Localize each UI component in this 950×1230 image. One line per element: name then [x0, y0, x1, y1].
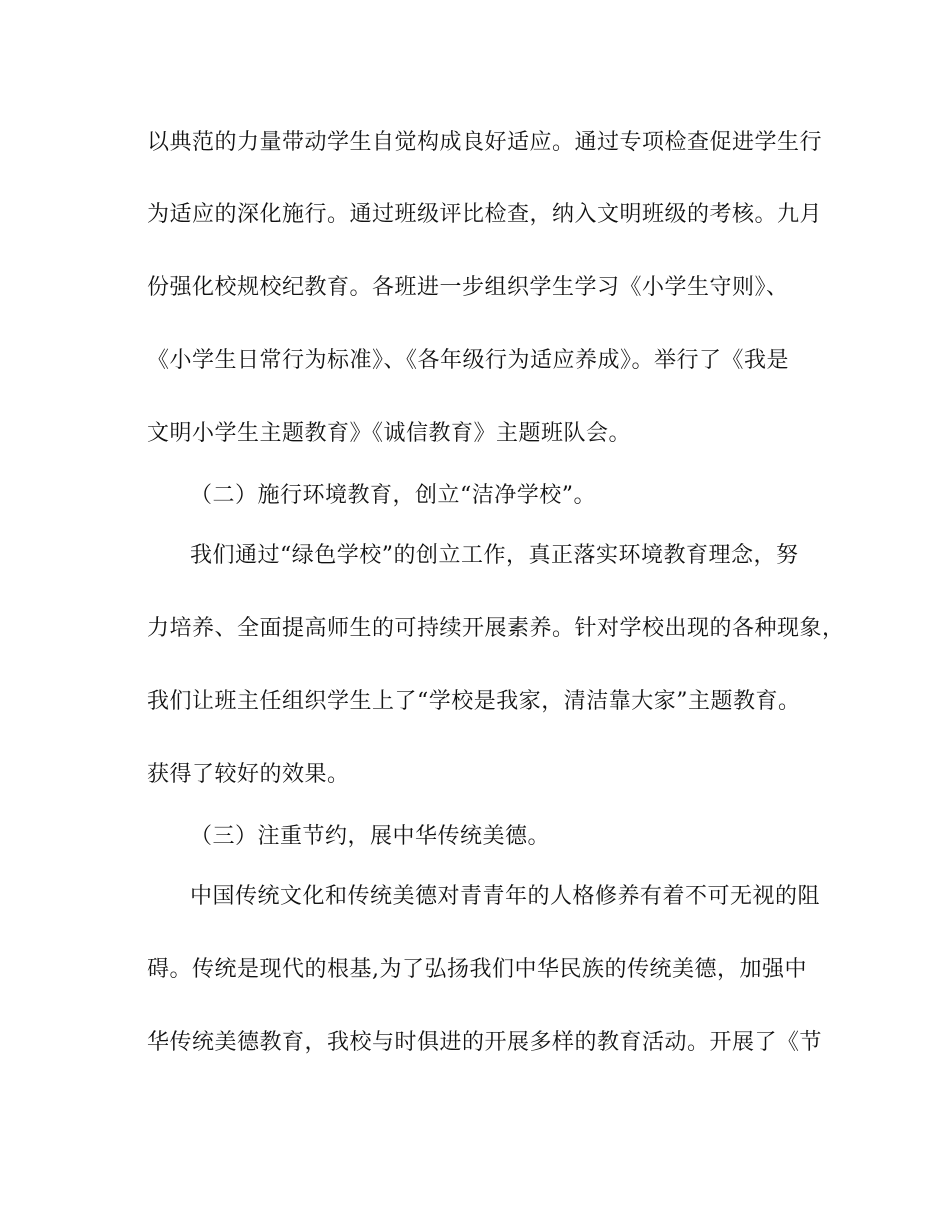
text-line-4: 《小学生日常行为标准》、《各年级行为适应养成》。举行了《我是: [147, 348, 790, 373]
text-line-14: 华传统美德教育，我校与时俱进的开展多样的教育活动。开展了《节: [147, 1030, 823, 1055]
text-line-8: 力培养、全面提高师生的可持续开展素养。针对学校出现的各种现象，: [147, 616, 845, 641]
text-line-5: 文明小学生主题教育》《诚信教育》主题班队会。: [147, 421, 632, 446]
text-line-12: 中国传统文化和传统美德对青青年的人格修养有着不可无视的阻: [190, 884, 821, 909]
text-line-13: 碍。传统是现代的根基,为了弘扬我们中华民族的传统美德，加强中: [147, 957, 807, 982]
section-heading-3: （三）注重节约，展中华传统美德。: [190, 824, 551, 849]
section-heading-2: （二）施行环境教育，创立“洁净学校”。: [190, 483, 596, 508]
text-line-10: 获得了较好的效果。: [147, 762, 350, 787]
text-line-3: 份强化校规校纪教育。各班进一步组织学生学习《小学生守则》、: [147, 275, 789, 300]
text-line-1: 以典范的力量带动学生自觉构成良好适应。通过专项检查促进学生行: [147, 130, 823, 155]
text-line-9: 我们让班主任组织学生上了“学校是我家，清洁靠大家”主题教育。: [147, 689, 801, 714]
text-line-2: 为适应的深化施行。通过班级评比检查，纳入文明班级的考核。九月: [147, 202, 823, 227]
text-line-7: 我们通过“绿色学校”的创立工作，真正落实环境教育理念，努: [190, 543, 799, 568]
